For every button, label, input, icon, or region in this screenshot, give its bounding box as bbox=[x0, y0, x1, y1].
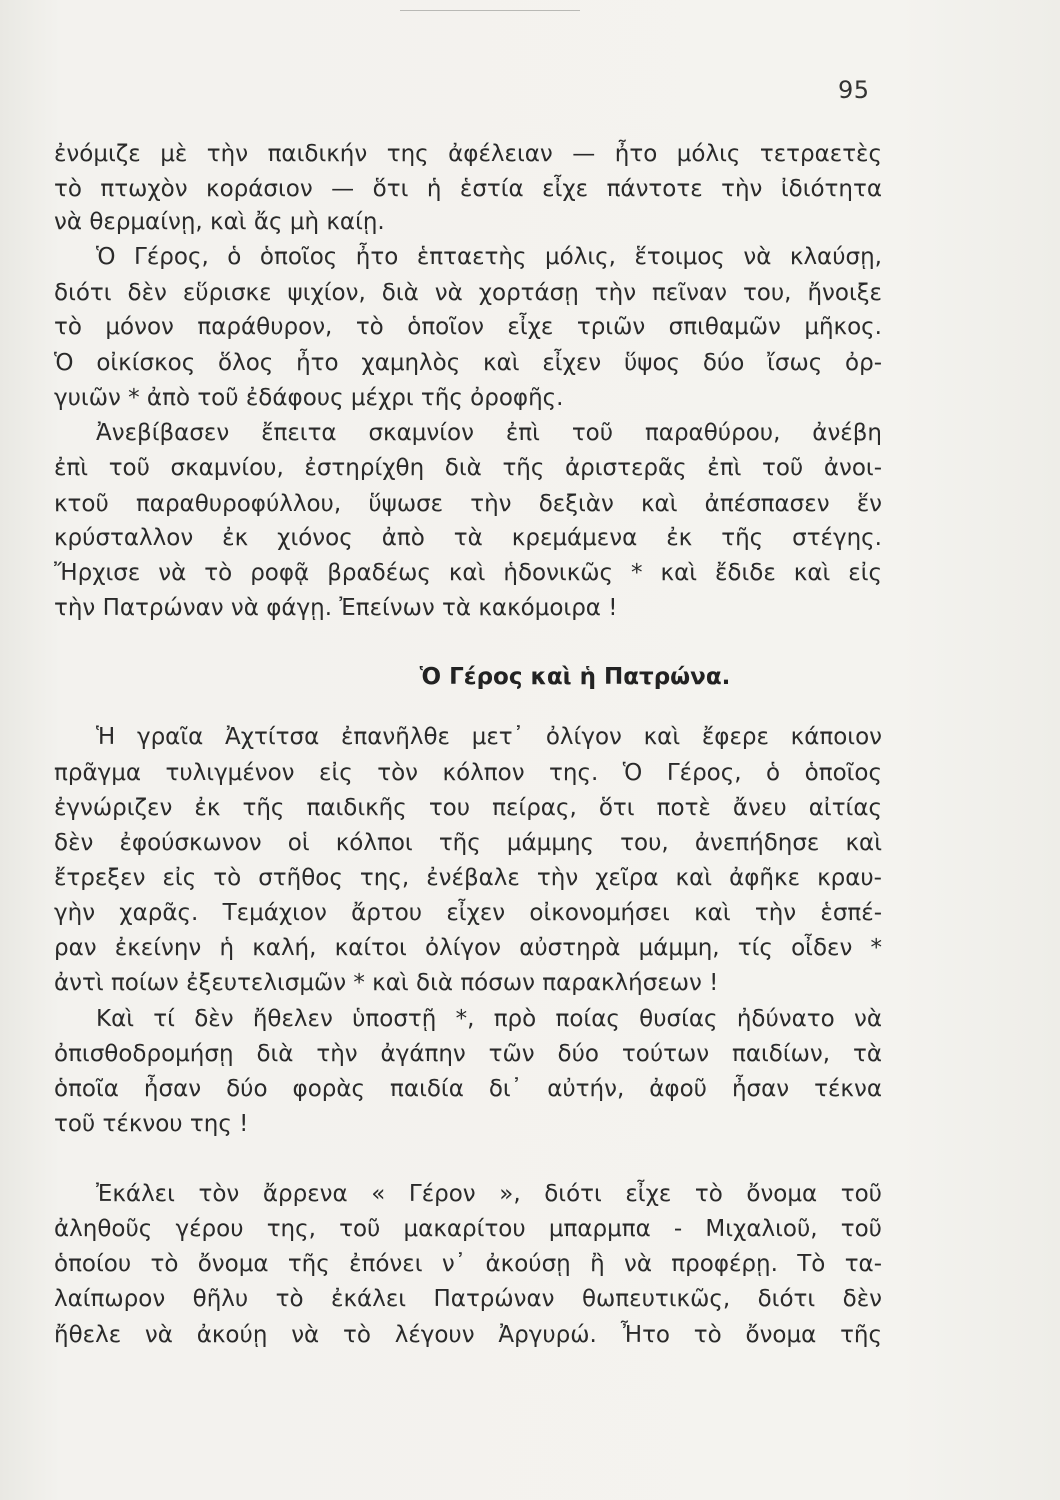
text-line: κρύσταλλον ἐκ χιόνος ἀπὸ τὰ κρεμάμενα ἐκ τῆς στέγης. bbox=[54, 525, 882, 551]
text-line: Ἀνεβίβασεν ἔπειτα σκαμνίον ἐπὶ τοῦ παραθύρου, ἀνέβη bbox=[96, 420, 882, 446]
text-line: Καὶ τί δὲν ἤθελεν ὑποστῇ *, πρὸ ποίας θυσίας ἠδύνατο νὰ bbox=[96, 1006, 882, 1032]
text-line: λαίπωρον θῆλυ τὸ ἐκάλει Πατρώναν θωπευτικῶς, διότι δὲν bbox=[54, 1286, 882, 1312]
text-line: ὁποῖα ἦσαν δύο φορὰς παιδία δι᾽ αὐτήν, ἀφοῦ ἦσαν τέκνα bbox=[54, 1076, 882, 1102]
text-line: κτοῦ παραθυροφύλλου, ὕψωσε τὴν δεξιὰν καὶ ἀπέσπασεν ἕν bbox=[54, 491, 882, 517]
text-line: τὸ πτωχὸν κοράσιον — ὅτι ἡ ἑστία εἶχε πάντοτε τὴν ἰδιότητα bbox=[54, 176, 882, 202]
text-line: ὁποίου τὸ ὄνομα τῆς ἐπόνει ν᾽ ἀκούσῃ ἢ νὰ προφέρῃ. Τὸ τα- bbox=[54, 1251, 882, 1277]
text-line: ραν ἐκείνην ἡ καλή, καίτοι ὀλίγον αὐστηρὰ μάμμη, τίς οἶδεν * bbox=[54, 935, 882, 961]
page-number: 95 bbox=[838, 76, 870, 104]
text-line: Ἡ γραῖα Ἀχτίτσα ἐπανῆλθε μετ᾽ ὀλίγον καὶ ἔφερε κάποιον bbox=[96, 724, 882, 750]
text-line: διότι δὲν εὕρισκε ψιχίον, διὰ νὰ χορτάσῃ τὴν πεῖναν του, ἤνοιξε bbox=[54, 280, 882, 306]
text-line: δὲν ἐφούσκωνον οἱ κόλποι τῆς μάμμης του, ἀνεπήδησε καὶ bbox=[54, 830, 882, 856]
text-line: Ὁ Γέρος, ὁ ὁποῖος ἦτο ἑπταετὴς μόλις, ἕτοιμος νὰ κλαύσῃ, bbox=[96, 244, 882, 270]
text-line: Ἤρχισε νὰ τὸ ροφᾷ βραδέως καὶ ἡδονικῶς * καὶ ἔδιδε καὶ εἰς bbox=[54, 560, 882, 586]
text-line: πρᾶγμα τυλιγμένον εἰς τὸν κόλπον της. Ὁ Γέρος, ὁ ὁποῖος bbox=[54, 760, 882, 786]
text-line: ἀληθοῦς γέρου της, τοῦ μακαρίτου μπαρμπα - Μιχαλιοῦ, τοῦ bbox=[54, 1216, 882, 1242]
section-heading-text: Ὁ Γέρος καὶ ἡ Πατρώνα. bbox=[419, 664, 731, 690]
section-heading bbox=[0, 660, 1060, 694]
text-line: ἤθελε νὰ ἀκούῃ νὰ τὸ λέγουν Ἀργυρώ. Ἦτο τὸ ὄνομα τῆς bbox=[54, 1322, 882, 1348]
text-line: ἀντὶ ποίων ἐξευτελισμῶν * καὶ διὰ πόσων παρακλήσεων ! bbox=[54, 970, 719, 996]
text-line: τὸ μόνον παράθυρον, τὸ ὁποῖον εἶχε τριῶν σπιθαμῶν μῆκος. bbox=[54, 314, 882, 340]
text-line: γυιῶν * ἀπὸ τοῦ ἐδάφους μέχρι τῆς ὀροφῆς. bbox=[54, 385, 564, 411]
text-line: Ὁ οἰκίσκος ὅλος ἦτο χαμηλὸς καὶ εἶχεν ὕψος δύο ἴσως ὀρ- bbox=[54, 350, 882, 376]
text-line: νὰ θερμαίνῃ, καὶ ἄς μὴ καίῃ. bbox=[54, 209, 385, 235]
text-line: ἐνόμιζε μὲ τὴν παιδικήν της ἀφέλειαν — ἦτο μόλις τετραετὲς bbox=[54, 141, 882, 167]
text-line: ἐγνώριζεν ἐκ τῆς παιδικῆς του πείρας, ὅτι ποτὲ ἄνευ αἰτίας bbox=[54, 795, 882, 821]
text-line: Ἐκάλει τὸν ἄρρενα « Γέρον », διότι εἶχε τὸ ὄνομα τοῦ bbox=[96, 1181, 882, 1207]
text-line: ἐπὶ τοῦ σκαμνίου, ἐστηρίχθη διὰ τῆς ἀριστερᾶς ἐπὶ τοῦ ἀνοι- bbox=[54, 455, 882, 481]
text-line: τὴν Πατρώναν νὰ φάγῃ. Ἐπείνων τὰ κακόμοιρα ! bbox=[54, 595, 618, 621]
text-line: ἔτρεξεν εἰς τὸ στῆθος της, ἐνέβαλε τὴν χεῖρα καὶ ἀφῆκε κραυ- bbox=[54, 865, 882, 891]
text-line: ὀπισθοδρομήσῃ διὰ τὴν ἀγάπην τῶν δύο τούτων παιδίων, τὰ bbox=[54, 1041, 882, 1067]
top-edge-rule bbox=[400, 0, 580, 11]
text-line: γὴν χαρᾶς. Τεμάχιον ἄρτου εἶχεν οἰκονομήσει καὶ τὴν ἑσπέ- bbox=[54, 900, 882, 926]
text-line: τοῦ τέκνου της ! bbox=[54, 1111, 249, 1137]
